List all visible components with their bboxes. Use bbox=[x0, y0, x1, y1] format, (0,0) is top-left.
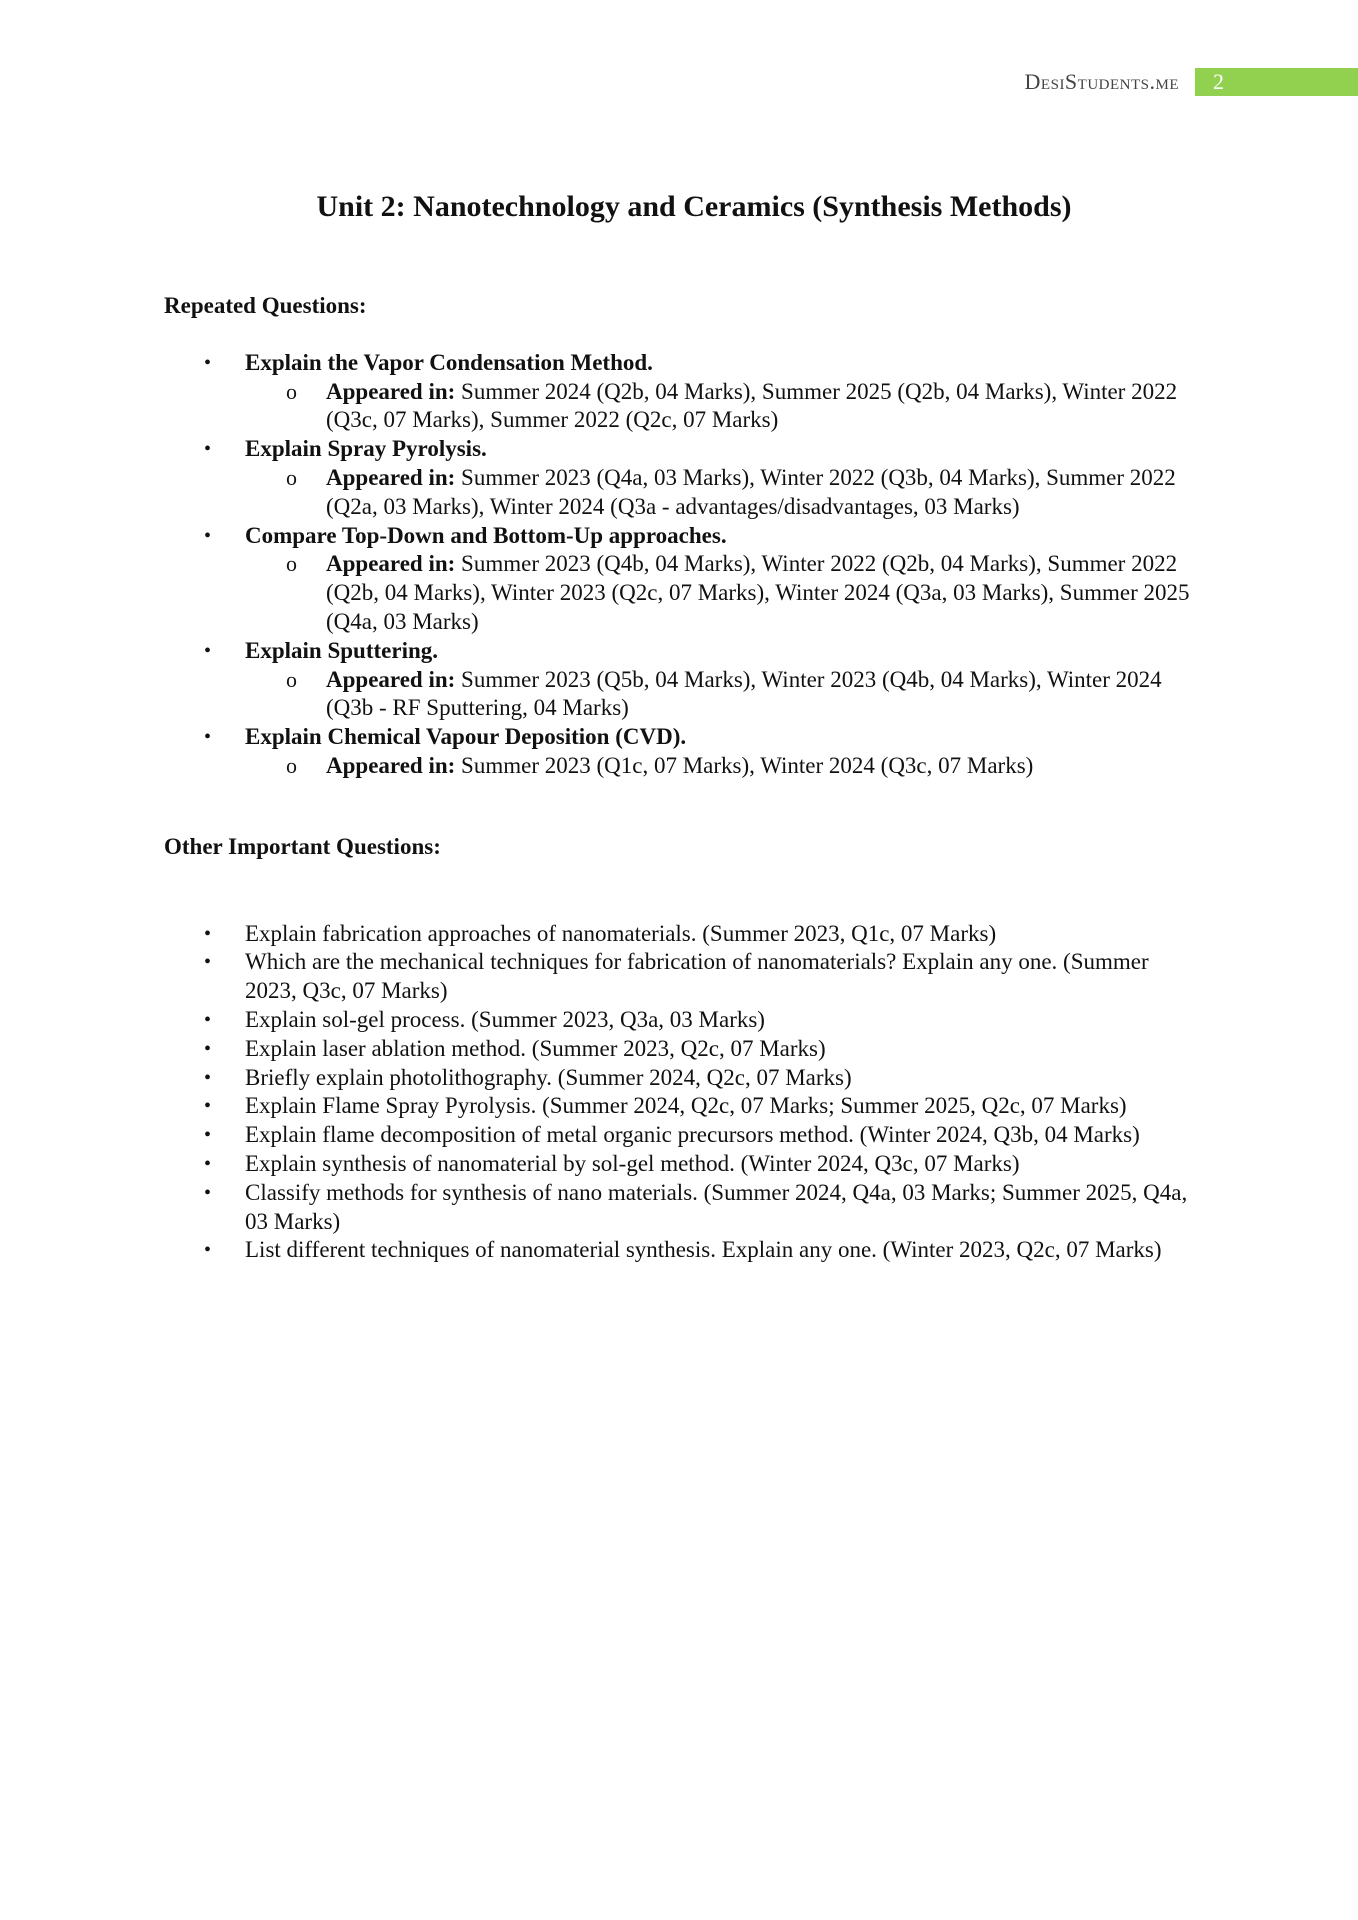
list-item bbox=[164, 349, 1204, 435]
bullet-icon: • bbox=[204, 1066, 212, 1089]
list-item bbox=[164, 948, 1204, 1006]
bullet-icon: • bbox=[204, 922, 212, 945]
list-item bbox=[164, 1092, 1204, 1121]
bullet-icon: • bbox=[204, 726, 212, 749]
bullet-icon: • bbox=[204, 1124, 212, 1147]
question-text: Explain Chemical Vapour Deposition (CVD). bbox=[245, 724, 687, 750]
list-item bbox=[164, 1179, 1204, 1237]
page-number: 2 bbox=[1213, 69, 1224, 94]
repeated-questions-heading: Repeated Questions: bbox=[164, 293, 367, 318]
list-item bbox=[164, 1006, 1204, 1035]
appearance-item bbox=[164, 378, 1204, 436]
list-item bbox=[164, 522, 1204, 637]
list-item bbox=[164, 1121, 1204, 1150]
question-text: List different techniques of nanomaterial synthesis. Explain any one. (Winter 2023, Q2c, 07 Marks) bbox=[245, 1237, 1162, 1263]
other-questions-heading: Other Important Questions: bbox=[164, 833, 441, 859]
list-item bbox=[164, 637, 1204, 723]
appearance-item bbox=[164, 666, 1204, 724]
appearance-item bbox=[164, 752, 1204, 781]
question-text: Briefly explain photolithography. (Summer 2024, Q2c, 07 Marks) bbox=[245, 1064, 852, 1090]
page-header bbox=[1025, 68, 1358, 96]
sub-bullet-icon: o bbox=[286, 666, 297, 692]
site-name: DesiStudents.me bbox=[1024, 69, 1179, 94]
question-text: Which are the mechanical techniques for fabrication of nanomaterials? Explain any one. (Summer 2023, Q3c, 07 Marks) bbox=[245, 949, 1149, 1004]
question-text: Explain Spray Pyrolysis. bbox=[245, 436, 487, 462]
sub-bullet-icon: o bbox=[286, 464, 297, 490]
appearance-item bbox=[164, 464, 1204, 522]
appeared-label: Appeared in: bbox=[326, 464, 456, 490]
question-text: Explain laser ablation method. (Summer 2023, Q2c, 07 Marks) bbox=[245, 1035, 826, 1061]
appearances-list bbox=[245, 464, 1204, 522]
bullet-icon: • bbox=[204, 639, 212, 662]
list-item bbox=[164, 1064, 1204, 1093]
repeated-questions-list bbox=[164, 349, 1204, 781]
bullet-icon: • bbox=[204, 524, 212, 547]
question-text: Compare Top-Down and Bottom-Up approaches. bbox=[245, 522, 727, 548]
list-item bbox=[164, 723, 1204, 781]
bullet-icon: • bbox=[204, 1008, 212, 1031]
appeared-label: Appeared in: bbox=[326, 752, 456, 778]
appeared-text: Summer 2023 (Q4b, 04 Marks), Winter 2022 (Q2b, 04 Marks), Summer 2022 (Q2b, 04 Marks), Winter 2023 (Q2c, 07 Marks), Winter 2024 (Q3a, 03 Marks), Summer 2025 (Q4a, 03 Marks) bbox=[326, 551, 1190, 634]
appeared-label: Appeared in: bbox=[326, 378, 456, 404]
appearances-list bbox=[245, 378, 1204, 436]
sub-bullet-icon: o bbox=[286, 752, 297, 778]
other-questions-list bbox=[164, 920, 1204, 1266]
bullet-icon: • bbox=[204, 351, 212, 374]
bullet-icon: • bbox=[204, 1181, 212, 1204]
appeared-text: Summer 2023 (Q4a, 03 Marks), Winter 2022 (Q3b, 04 Marks), Summer 2022 (Q2a, 03 Marks), Winter 2024 (Q3a - advantages/disadvantages, 03 Marks) bbox=[326, 464, 1176, 519]
document-body bbox=[164, 292, 1204, 1265]
list-item bbox=[164, 1035, 1204, 1064]
sub-bullet-icon: o bbox=[286, 378, 297, 404]
question-text: Explain Sputtering. bbox=[245, 637, 438, 663]
appeared-text: Summer 2024 (Q2b, 04 Marks), Summer 2025 (Q2b, 04 Marks), Winter 2022 (Q3c, 07 Marks), Summer 2022 (Q2c, 07 Marks) bbox=[326, 378, 1178, 433]
appeared-label: Appeared in: bbox=[326, 551, 456, 577]
question-text: Explain the Vapor Condensation Method. bbox=[245, 349, 653, 375]
question-text: Classify methods for synthesis of nano materials. (Summer 2024, Q4a, 03 Marks; Summer 2025, Q4a, 03 Marks) bbox=[245, 1179, 1188, 1234]
bullet-icon: • bbox=[204, 1095, 212, 1118]
bullet-icon: • bbox=[204, 951, 212, 974]
appeared-label: Appeared in: bbox=[326, 666, 456, 692]
appeared-text: Summer 2023 (Q5b, 04 Marks), Winter 2023 (Q4b, 04 Marks), Winter 2024 (Q3b - RF Sputtering, 04 Marks) bbox=[326, 666, 1162, 721]
appeared-text: Summer 2023 (Q1c, 07 Marks), Winter 2024 (Q3c, 07 Marks) bbox=[455, 752, 1034, 778]
appearance-item bbox=[164, 550, 1204, 636]
bullet-icon: • bbox=[204, 1152, 212, 1175]
list-item bbox=[164, 1150, 1204, 1179]
appearances-list bbox=[245, 550, 1204, 636]
list-item bbox=[164, 435, 1204, 521]
sub-bullet-icon: o bbox=[286, 551, 297, 577]
bullet-icon: • bbox=[204, 1037, 212, 1060]
appearances-list bbox=[245, 752, 1204, 781]
appearances-list bbox=[245, 666, 1204, 724]
question-text: Explain flame decomposition of metal organic precursors method. (Winter 2024, Q3b, 04 Marks) bbox=[245, 1122, 1140, 1148]
question-text: Explain Flame Spray Pyrolysis. (Summer 2024, Q2c, 07 Marks; Summer 2025, Q2c, 07 Marks) bbox=[245, 1093, 1127, 1119]
bullet-icon: • bbox=[204, 438, 212, 461]
question-text: Explain sol-gel process. (Summer 2023, Q3a, 03 Marks) bbox=[245, 1006, 765, 1032]
bullet-icon: • bbox=[204, 1239, 212, 1262]
question-text: Explain fabrication approaches of nanomaterials. (Summer 2023, Q1c, 07 Marks) bbox=[245, 920, 997, 946]
question-text: Explain synthesis of nanomaterial by sol-gel method. (Winter 2024, Q3c, 07 Marks) bbox=[245, 1150, 1020, 1176]
page-number-box bbox=[1195, 68, 1358, 96]
list-item bbox=[164, 920, 1204, 949]
list-item bbox=[164, 1236, 1204, 1265]
page-title: Unit 2: Nanotechnology and Ceramics (Synthesis Methods) bbox=[316, 190, 1072, 223]
